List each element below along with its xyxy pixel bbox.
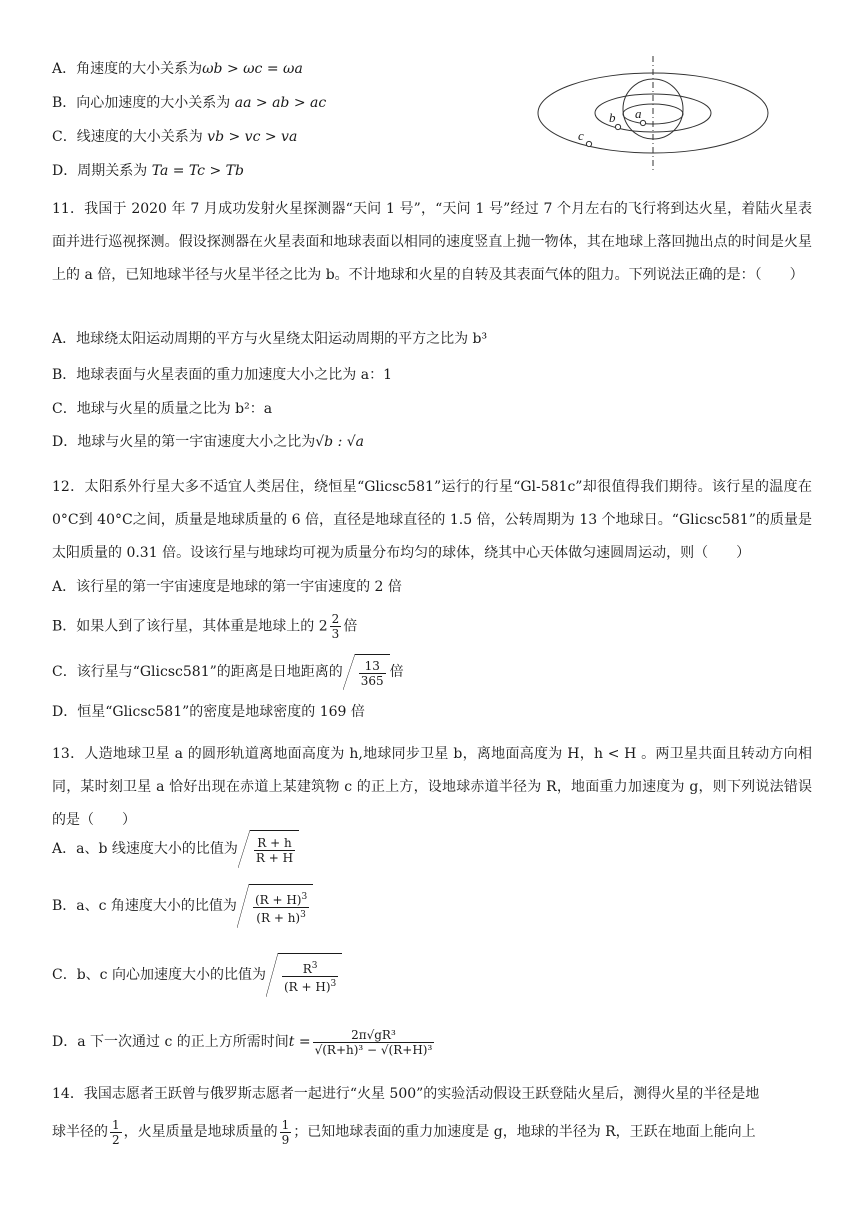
q11-stem: 11．我国于 2020 年 7 月成功发射火星探测器“天问 1 号”，“天问 1 号”经过 7 个月左右的飞行将到达火星，着陆火星表面并进行巡视探测。假设探测器在火星表面和地球表面以相同的速度竖直上抛一物体，其在地球上落回抛出点的时间是火星上的 a 倍，已知地球半径与火星半径之比为 b。不计地球和火星的自转及其表面气体的阻力。下列说法正确的是：（ ） [52,201,812,283]
q14-line-1: 14．我国志愿者王跃曾与俄罗斯志愿者一起进行“火星 500”的实验活动假设王跃登陆火星后，测得火星的半径是地 [52,1086,760,1102]
q13-option-b: B．a、c 角速度大小的比值为 $\frac{(R + H)^3}{(R + h)^3}$ [52,884,313,928]
orbit-diagram [536,54,812,176]
q13-c-sqrt: $\frac{R^3}{(R + H)^3}$ [266,953,342,997]
q12-option-d: D．恒星“Glicsc581”的密度是地球密度的 169 倍 [52,704,365,720]
label-a: a [635,106,642,121]
q10-option-a: A．角速度的大小关系为ωb > ωc = ωa [52,61,303,77]
point-c [586,141,591,146]
q11-option-d: D．地球与火星的第一宇宙速度大小之比为√b : √a [52,434,365,450]
q14-line-2: 球半径的 $\frac{1}{2}$ ，火星质量是地球质量的 $\frac{1}{9}$ ；已知地球表面的重力加速度是 g，地球的半径为 R，王跃在地面上能向上 [52,1117,756,1147]
q12-c-sqrt: $\frac{13}{365}$ [343,654,390,690]
point-b [615,124,620,129]
q13-d-fraction: $\frac{\text{2π√gR³}}{\text{√(R+h)³ − √(R+H)³}}$ [314,1027,433,1057]
q14-fraction-ninth: $\frac{1}{9}$ [281,1117,290,1147]
q13-option-c: C．b、c 向心加速度大小的比值为 $\frac{R^3}{(R + H)^3}$ [52,953,342,997]
q10-option-b: B．向心加速度的大小关系为 aa > ab > ac [52,95,327,111]
point-a [640,120,645,125]
q13-stem: 13．人造地球卫星 a 的圆形轨道离地面高度为 h,地球同步卫星 b，离地面高度为 H，h < H 。两卫星共面且转动方向相同，某时刻卫星 a 恰好出现在赤道上某建筑物 c 的正上方，设地球赤道半径为 R，地面重力加速度为 g，则下列说法错误的是（ ） [52,746,812,828]
q13-option-a: A．a、b 线速度大小的比值为 $\frac{R + h}{R + H}$ [52,830,299,868]
q10-option-c: C．线速度的大小关系为 vb > vc > va [52,129,298,145]
q13-b-sqrt: $\frac{(R + H)^3}{(R + h)^3}$ [237,884,313,928]
q12-option-b: B．如果人到了该行星，其体重是地球上的 2 $\frac{2}{3}$ 倍 [52,612,358,641]
q11-d-expression: √b : √a [315,434,365,450]
q14-fraction-half: $\frac{1}{2}$ [112,1117,120,1147]
q13-option-d: D．a 下一次通过 c 的正上方所需时间t = $\frac{\text{2π√gR³}}{\text{√(R+h)³ − √(R+H)³}}$ [52,1027,433,1057]
q12-b-fraction: $\frac{2}{3}$ [331,612,340,641]
q13-a-sqrt: $\frac{R + h}{R + H}$ [238,830,299,868]
q11-option-a: A．地球绕太阳运动周期的平方与火星绕太阳运动周期的平方之比为 b³ [52,331,488,347]
q11-option-b: B．地球表面与火星表面的重力加速度大小之比为 a：1 [52,367,392,383]
label-b: b [609,110,616,125]
q12-option-a: A．该行星的第一宇宙速度是地球的第一宇宙速度的 2 倍 [52,579,402,595]
q12-option-c: C．该行星与“Glicsc581”的距离是日地距离的 $\frac{13}{365}$ 倍 [52,654,404,690]
label-c: c [578,128,584,143]
q12-stem: 12．太阳系外行星大多不适宜人类居住，绕恒星“Glicsc581”运行的行星“Gl-581c”却很值得我们期待。该行星的温度在 0°C到 40°C之间，质量是地球质量的 6 倍，直径是地球直径的 1.5 倍，公转周期为 13 个地球日。“Glicsc581”的质量是太阳质量的 0.31 倍。设该行星与地球均可视为质量分布均匀的球体，绕其中心天体做匀速圆周运动，则（ ） [52,479,812,561]
q11-option-c: C．地球与火星的质量之比为 b²：a [52,401,273,417]
q10-option-d: D．周期关系为 Ta = Tc > Tb [52,163,244,179]
